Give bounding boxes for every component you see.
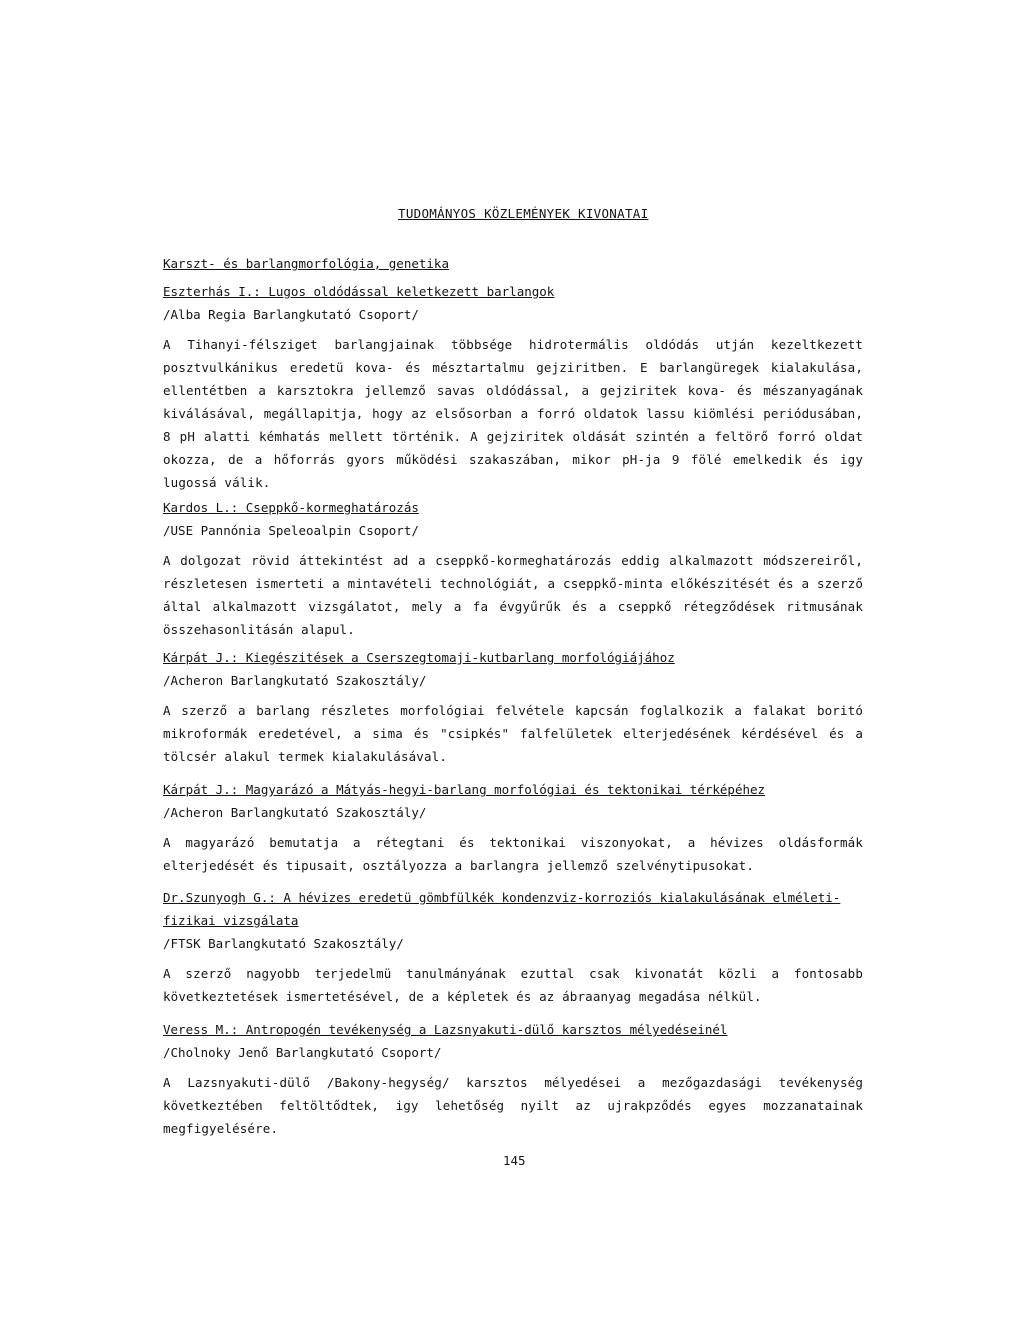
entry-title: Eszterhás I.: Lugos oldódással keletkezett barlangok	[163, 284, 555, 299]
entry-affiliation: /Alba Regia Barlangkutató Csoport/	[163, 307, 419, 322]
section-title: Karszt- és barlangmorfológia, genetika	[163, 256, 449, 271]
entry-title: Kárpát J.: Kiegészitések a Cserszegtomaji-kutbarlang morfológiájához	[163, 650, 675, 665]
abstract-entry	[163, 1018, 863, 1140]
abstract-entry	[163, 280, 863, 494]
entry-affiliation: /FTSK Barlangkutató Szakosztály/	[163, 936, 404, 951]
entry-title: Kardos L.: Cseppkő-kormeghatározás	[163, 500, 419, 515]
entry-abstract: A Tihanyi-félsziget barlangjainak többsége hidrotermális oldódás utján kezeltkezett posztvulkánikus eredetü kova- és mésztartalmu gejziritben. E barlangüregek kialakulása, ellentétben a karsztokra jellemző savas oldódással, a gejziritek kova- és mészanyagának kiválásával, megállapitja, hogy az elsősorban a forró oldatok lassu kiömlési periódusában, 8 pH alatti kémhatás mellett történik. A gejziritek oldását szintén a feltörő forró oldat okozza, de a hőforrás gyors működési szakaszában, mikor pH-ja 9 fölé emelkedik és igy lugossá válik.	[163, 337, 863, 490]
entry-affiliation: /Acheron Barlangkutató Szakosztály/	[163, 673, 427, 688]
entry-abstract: A Lazsnyakuti-dülő /Bakony-hegység/ karsztos mélyedései a mezőgazdasági tevékenység következtében feltöltődtek, igy lehetőség nyilt az ujrakpződés egyes mozzanatainak megfigyelésére.	[163, 1075, 863, 1136]
entry-abstract: A szerző a barlang részletes morfológiai felvétele kapcsán foglalkozik a falakat boritó mikroformák eredetével, a sima és "csipkés" falfelületek elterjedésének kérdésével és a tölcsér alakul termek kialakulásával.	[163, 703, 863, 764]
entry-abstract: A magyarázó bemutatja a rétegtani és tektonikai viszonyokat, a hévizes oldásformák elterjedését és tipusait, osztályozza a barlangra jellemző szelvénytipusokat.	[163, 835, 863, 873]
page-heading: TUDOMÁNYOS KÖZLEMÉNYEK KIVONATAI	[398, 206, 649, 221]
entry-affiliation: /Acheron Barlangkutató Szakosztály/	[163, 805, 427, 820]
entry-affiliation: /Cholnoky Jenő Barlangkutató Csoport/	[163, 1045, 442, 1060]
page-number: 145	[503, 1153, 526, 1168]
entry-title: Kárpát J.: Magyarázó a Mátyás-hegyi-barlang morfológiai és tektonikai térképéhez	[163, 782, 766, 797]
abstract-entry	[163, 646, 863, 768]
entry-title: Dr.Szunyogh G.: A hévizes eredetü gömbfülkék kondenzviz-korroziós kialakulásának elméleti-fizikai vizsgálata	[163, 890, 841, 928]
entry-abstract: A szerző nagyobb terjedelmü tanulmányának ezuttal csak kivonatát közli a fontosabb következtetések ismertetésével, de a képletek és az ábraanyag megadása nélkül.	[163, 966, 863, 1004]
abstract-entry	[163, 886, 863, 1008]
entry-title: Veress M.: Antropogén tevékenység a Lazsnyakuti-dülő karsztos mélyedéseinél	[163, 1022, 728, 1037]
abstract-entry	[163, 496, 863, 641]
entry-affiliation: /USE Pannónia Speleoalpin Csoport/	[163, 523, 419, 538]
abstract-entry	[163, 778, 863, 877]
entry-abstract: A dolgozat rövid áttekintést ad a cseppkő-kormeghatározás eddig alkalmazott módszereiről, részletesen ismerteti a mintavételi technológiát, a cseppkő-minta előkészitését és a szerző által alkalmazott vizsgálatot, mely a fa évgyűrűk és a cseppkő rétegződések ritmusának összehasonlitásán alapul.	[163, 553, 863, 637]
